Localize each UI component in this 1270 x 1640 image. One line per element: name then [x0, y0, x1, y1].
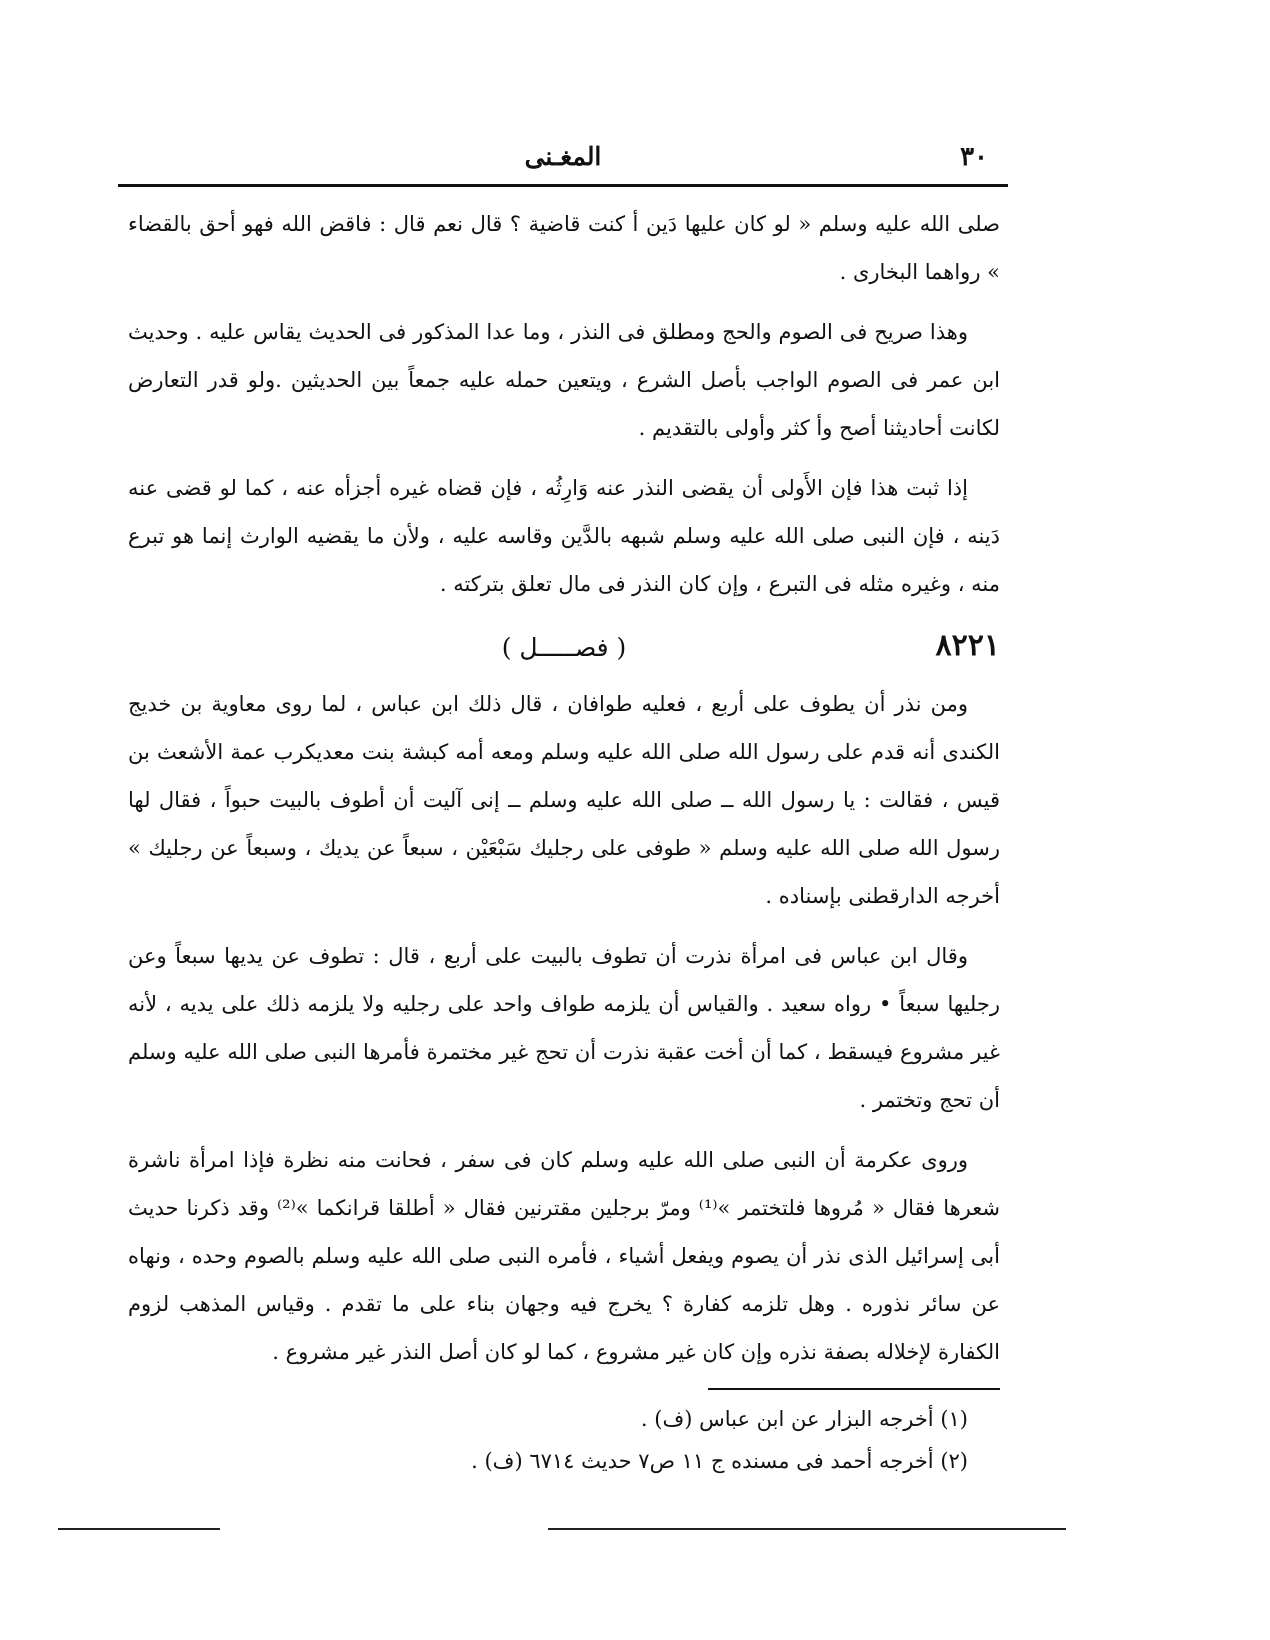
section-number: ٨٢٢١ [935, 628, 1000, 663]
paragraph: وروى عكرمة أن النبى صلى الله عليه وسلم كان فى سفر ، فحانت منه نظرة فإذا امرأة ناشرة شعرها فقال « مُروها فلتختمر »⁽¹⁾ ومرّ برجلين مقترنين فقال « أطلقا قرانكما »⁽²⁾ وقد ذكرنا حديث أبى إسرائيل الذى نذر أن يصوم ويفعل أشياء ، فأمره النبى صلى الله عليه وسلم بالصوم وحده ، ونهاه عن سائر نذوره . وهل تلزمه كفارة ؟ يخرج فيه وجهان بناء على ما تقدم . وقياس المذهب لزوم الكفارة لإخلاله بصفة نذره وإن كان غير مشروع ، كما لو كان أصل النذر غير مشروع . [128, 1148, 1000, 1364]
footnote: (٢) أخرجه أحمد فى مسنده ج ١١ ص٧ حديث ٦٧١٤ (ف) . [471, 1449, 968, 1473]
paragraph: ومن نذر أن يطوف على أربع ، فعليه طوافان ، قال ذلك ابن عباس ، لما روى معاوية بن خديج الكندى أنه قدم على رسول الله صلى الله عليه وسلم ومعه أمه كبشة بنت معديكرب عمة الأشعث بن قيس ، فقالت : يا رسول الله ــ صلى الله عليه وسلم ــ إنى آليت أن أطوف بالبيت حبواً ، فقال لها رسول الله صلى الله عليه وسلم « طوفى على رجليك سَبْعَيْن ، سبعاً عن يديك ، وسبعاً عن رجليك » أخرجه الدارقطنى بإسناده . [128, 692, 1000, 908]
section-heading [128, 620, 1000, 676]
header-rule [118, 184, 1008, 187]
main-text [128, 200, 1000, 1388]
paragraph: صلى الله عليه وسلم « لو كان عليها دَين أ كنت قاضية ؟ قال نعم قال : فاقض الله فهو أحق بالقضاء » رواهما البخارى . [128, 212, 1000, 284]
section-title: ( فصـــــل ) [501, 633, 627, 662]
paragraph: وقال ابن عباس فى امرأة نذرت أن تطوف بالبيت على أربع ، قال : تطوف عن يديها سبعاً وعن رجليها سبعاً • رواه سعيد . والقياس أن يلزمه طواف واحد على رجليه ولا يلزمه ذلك على يديه ، لأنه غير مشروع فيسقط ، كما أن أخت عقبة نذرت أن تحج غير مختمرة فأمرها النبى صلى الله عليه وسلم أن تحج وتختمر . [128, 944, 1000, 1112]
page-number: ٣٠ [960, 142, 988, 172]
bottom-rule [58, 1528, 220, 1530]
paragraph: إذا ثبت هذا فإن الأَولى أن يقضى النذر عنه وَارِثُه ، فإن قضاه غيره أجزأه عنه ، كما لو قضى عنه دَينه ، فإن النبى صلى الله عليه وسلم شبهه بالدَّين وقاسه عليه ، ولأن ما يقضيه الوارث إنما هو تبرع منه ، وغيره مثله فى التبرع ، وإن كان النذر فى مال تعلق بتركته . [128, 476, 1000, 596]
footnote-rule [708, 1388, 1000, 1390]
running-title: المغـنى [524, 142, 602, 171]
paragraph: وهذا صريح فى الصوم والحج ومطلق فى النذر ، وما عدا المذكور فى الحديث يقاس عليه . وحديث ابن عمر فى الصوم الواجب بأصل الشرع ، ويتعين حمله عليه جمعاً بين الحديثين .ولو قدر التعارض لكانت أحاديثنا أصح وأ كثر وأولى بالتقديم . [128, 320, 1000, 440]
footnotes [128, 1398, 968, 1482]
footnote: (١) أخرجه البزار عن ابن عباس (ف) . [640, 1407, 968, 1431]
page-header [118, 138, 1008, 182]
bottom-rule [548, 1528, 1066, 1530]
